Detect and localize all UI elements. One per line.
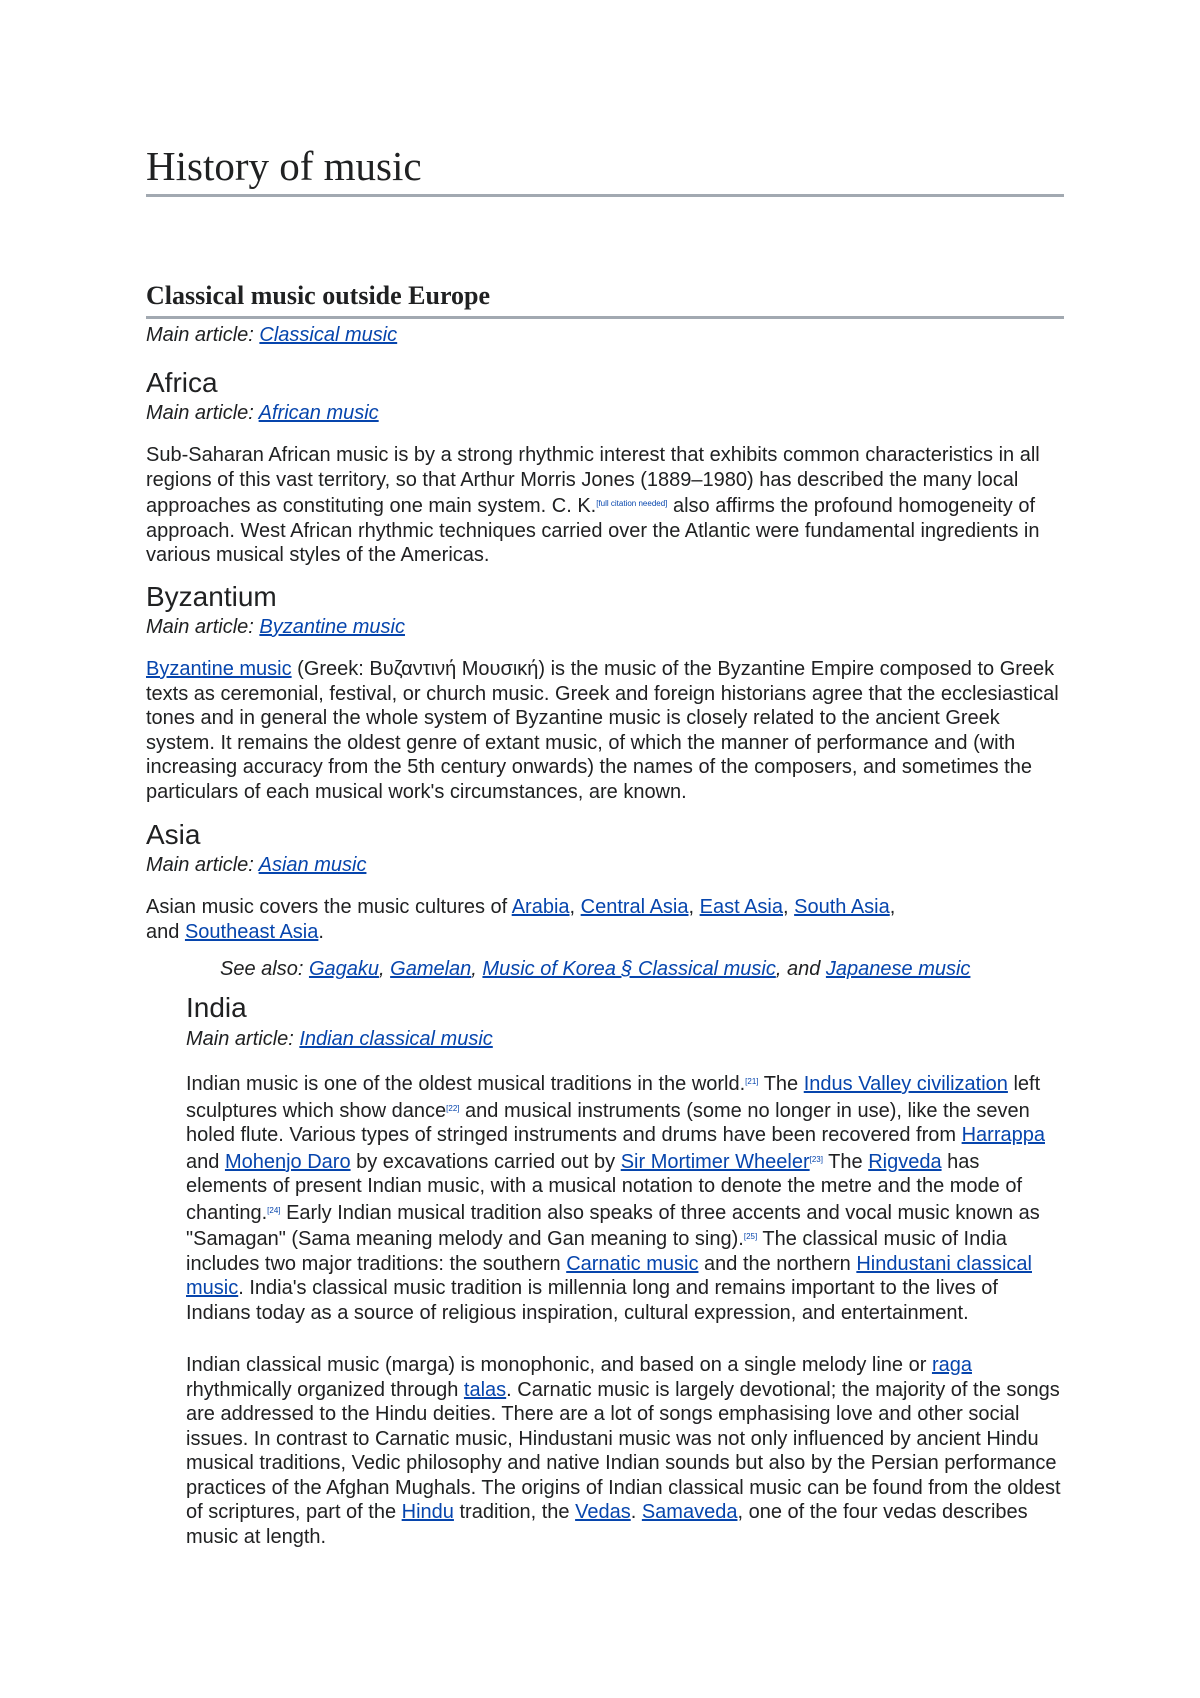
reference-24[interactable]: [24] xyxy=(267,1205,281,1215)
raga-link[interactable]: raga xyxy=(931,1354,972,1376)
central-asia-link[interactable]: Central Asia xyxy=(580,896,689,918)
classical-music-link[interactable]: Classical music xyxy=(259,324,398,346)
reference-21[interactable]: [21] xyxy=(745,1077,759,1086)
hindu-link[interactable]: Hindu xyxy=(401,1501,454,1523)
india-paragraph-1: Indian music is one of the oldest musical traditions in the world.[21] The Indus Valley civilization left sculptures which show dance[22] and musical instruments (some no longer in use), like the seven holed flute. Various types of stringed instruments and drums have been recovered from Harrappa and Mohenjo Daro by excavations carried out by Sir Mortimer Wheeler[23] The Rigveda has elements of present Indian music, with a musical notation to denote the metre and the mode of chanting.[24] Early Indian musical tradition also speaks of three accents and vocal music known as "Samagan" (Sama meaning melody and Gan meaning to sing).[25] The classical music of India includes two major traditions: the southern Carnatic music and the northern Hindustani classical music. India's classical music tradition is millennia long and remains important to the lives of Indians today as a source of religious inspiration, cultural expression, and entertainment. xyxy=(186,1073,1045,1324)
south-asia-link[interactable]: South Asia xyxy=(794,896,890,918)
japanese-music-link[interactable]: Japanese music xyxy=(825,958,971,980)
arabia-link[interactable]: Arabia xyxy=(511,896,570,918)
indian-classical-music-link[interactable]: Indian classical music xyxy=(299,1028,493,1050)
carnatic-music-link[interactable]: Carnatic music xyxy=(566,1252,699,1275)
mohenjo-daro-link[interactable]: Mohenjo Daro xyxy=(224,1150,351,1173)
gamelan-link[interactable]: Gamelan xyxy=(390,958,472,980)
hindustani-music-link[interactable]: Hindustani classical music xyxy=(186,1252,1032,1299)
talas-link[interactable]: talas xyxy=(463,1378,507,1401)
reference-23[interactable]: [23] xyxy=(809,1154,823,1164)
reference-25[interactable]: [25] xyxy=(743,1232,758,1241)
asia-heading: Asia xyxy=(146,819,201,850)
vedas-link[interactable]: Vedas xyxy=(575,1501,631,1523)
asia-paragraph: Asian music covers the music cultures of Arabia, Central Asia, East Asia, South Asia, and Southeast Asia. xyxy=(146,896,896,943)
india-hatnote: Main article: Indian classical music xyxy=(186,1028,493,1050)
reference-22[interactable]: [22] xyxy=(446,1103,460,1113)
see-also-hatnote: See also: Gagaku, Gamelan, Music of Korea § Classical music, and Japanese music xyxy=(220,958,971,980)
byzantium-heading: Byzantium xyxy=(146,581,277,612)
byzantine-music-link[interactable]: Byzantine music xyxy=(259,616,405,638)
mortimer-wheeler-link[interactable]: Sir Mortimer Wheeler xyxy=(620,1150,810,1173)
africa-hatnote: Main article: African music xyxy=(146,402,379,424)
southeast-asia-link[interactable]: Southeast Asia xyxy=(184,920,319,943)
page-title: History of music xyxy=(146,140,1064,197)
africa-paragraph: Sub-Saharan African music is by a strong rhythmic interest that exhibits common characteristics in all regions of this vast territory, so that Arthur Morris Jones (1889–1980) has described the many local approaches as constituting one main system. C. K.[full citation needed] also affirms the profound homogeneity of approach. West African rhythmic techniques carried over the Atlantic were fundamental ingredients in various musical styles of the Americas. xyxy=(146,444,1040,566)
byzantine-music-inline-link[interactable]: Byzantine music xyxy=(146,658,292,680)
citation-needed-note[interactable]: [full citation needed] xyxy=(596,499,668,508)
section-heading: Classical music outside Europe xyxy=(146,278,1064,319)
samaveda-link[interactable]: Samaveda xyxy=(641,1501,738,1523)
gagaku-link[interactable]: Gagaku xyxy=(308,958,380,980)
byzantium-hatnote: Main article: Byzantine music xyxy=(146,616,405,638)
byzantium-paragraph: Byzantine music (Greek: Βυζαντινή Μουσική) is the music of the Byzantine Empire composed to Greek texts as ceremonial, festival, or church music. Greek and foreign historians agree that the ecclesiastical tones and in general the whole system of Byzantine music is closely related to the ancient Greek system. It remains the oldest genre of extant music, of which the manner of performance and (with increasing accuracy from the 5th century onwards) the names of the composers, and sometimes the particulars of each musical work's circumstances, are known. xyxy=(146,658,1059,803)
section-hatnote: Main article: Classical music xyxy=(146,324,398,346)
asia-hatnote: Main article: Asian music xyxy=(146,854,367,876)
africa-heading: Africa xyxy=(146,367,218,398)
rigveda-link[interactable]: Rigveda xyxy=(868,1150,942,1173)
harrappa-link[interactable]: Harrappa xyxy=(961,1124,1045,1146)
india-paragraph-2: Indian classical music (marga) is monophonic, and based on a single melody line or raga rhythmically organized through talas. Carnatic music is largely devotional; the majority of the songs are addressed to the Hindu deities. There are a lot of songs emphasising love and other social issues. In contrast to Carnatic music, Hindustani music was not only influenced by ancient Hindu musical traditions, Vedic philosophy and native Indian sounds but also by the Persian performance practices of the Afghan Mughals. The origins of Indian classical music can be found from the oldest of scriptures, part of the Hindu tradition, the Vedas. Samaveda, one of the four vedas describes music at length. xyxy=(186,1354,1061,1548)
east-asia-link[interactable]: East Asia xyxy=(699,896,783,918)
india-heading: India xyxy=(186,992,247,1023)
indus-valley-link[interactable]: Indus Valley civilization xyxy=(803,1073,1008,1095)
african-music-link[interactable]: African music xyxy=(258,402,379,424)
asian-music-link[interactable]: Asian music xyxy=(258,854,367,876)
music-of-korea-link[interactable]: Music of Korea § Classical music xyxy=(482,958,776,980)
